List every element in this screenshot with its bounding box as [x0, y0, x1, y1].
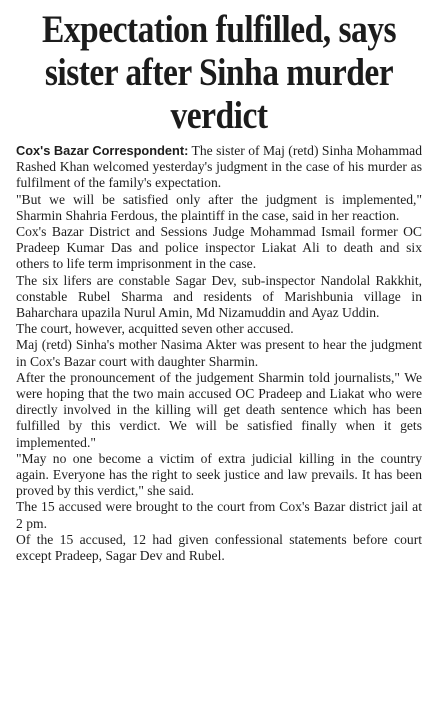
paragraph: Cox's Bazar District and Sessions Judge Mohammad Ismail former OC Pradeep Kumar Das and police inspector Liakat Ali to death and six others to life term imprisonment in the case.	[16, 224, 422, 272]
paragraph: After the pronouncement of the judgement Sharmin told journalists," We were hoping that the two main accused OC Pradeep and Liakat who were directly involved in the killing will get death sentence which has been fulfilled by this verdict. We will be satisfied finally when it gets implemented."	[16, 369, 422, 450]
headline: Expectation fulfilled, says sister after Sinha murder verdict	[41, 8, 397, 137]
lead-paragraph	[16, 143, 422, 192]
paragraph: The 15 accused were brought to the court from Cox's Bazar district jail at 2 pm.	[16, 499, 422, 531]
byline: Cox's Bazar Correspondent:	[16, 143, 189, 158]
article-body	[16, 143, 422, 564]
paragraph: The court, however, acquitted seven other accused.	[16, 321, 294, 337]
paragraph: Of the 15 accused, 12 had given confessional statements before court except Pradeep, Sagar Dev and Rubel.	[16, 531, 422, 564]
lead-text: The sister of Maj (retd) Sinha Mohammad Rashed Khan welcomed yesterday's judgment in the case of his murder as fulfilment of the family's expectation.	[16, 143, 422, 191]
news-article	[16, 8, 422, 564]
paragraph: "But we will be satisfied only after the judgment is implemented," Sharmin Shahria Ferdous, the plaintiff in the case, said in her reaction.	[16, 191, 422, 223]
paragraph: "May no one become a victim of extra judicial killing in the country again. Everyone has the right to seek justice and law prevails. It has been proved by this verdict," she said.	[16, 450, 422, 499]
paragraph: The six lifers are constable Sagar Dev, sub-inspector Nandolal Rakkhit, constable Rubel Sharma and residents of Marishbunia village in Baharchara upazila Nurul Amin, Md Nizamuddin and Ayaz Uddin.	[16, 272, 422, 321]
paragraph: Maj (retd) Sinha's mother Nasima Akter was present to hear the judgment in Cox's Bazar court with daughter Sharmin.	[16, 337, 422, 369]
